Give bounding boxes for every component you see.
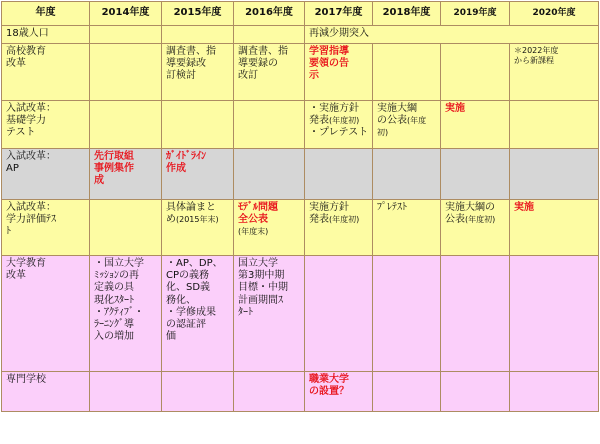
eval-test-2017-text: 実施方針 発表 [309, 202, 349, 226]
header-corner: 年度 [2, 2, 90, 26]
eval-test-2015 [162, 200, 234, 256]
header-year-2018: 2018年度 [373, 2, 441, 26]
hs-reform-2015: 調査書、指 導要録改 訂検討 [162, 44, 234, 101]
basic-test-2017 [305, 101, 373, 149]
row-population [2, 26, 599, 44]
reform-timeline-table-wrapper [1, 1, 598, 442]
ap-2014: 先行取組 事例集作 成 [90, 149, 162, 200]
row-basic-test [2, 101, 599, 149]
reform-timeline-table [1, 1, 599, 412]
basic-test-2018-text: 実施大綱 の公表 [377, 103, 417, 127]
row-ap [2, 149, 599, 200]
row-eval-test [2, 200, 599, 256]
basic-test-2018-timing: (年度 初) [377, 116, 427, 138]
row-label-hs-reform: 高校教育 改革 [2, 44, 90, 101]
eval-test-2016-timing: (年度末) [238, 227, 269, 237]
header-year-2017: 2017年度 [305, 2, 373, 26]
eval-test-2016-text: ﾓﾃﾞﾙ問題 全公表 [238, 202, 278, 226]
eval-test-2016 [234, 200, 305, 256]
population-note: 再減少期突入 [305, 26, 599, 44]
header-year-2014: 2014年度 [90, 2, 162, 26]
row-label-basic-test: 入試改革： 基礎学力 テスト [2, 101, 90, 149]
eval-test-2019-text: 実施大綱の 公表 [445, 202, 495, 226]
row-label-eval-test: 入試改革： 学力評価ﾃｽ ﾄ [2, 200, 90, 256]
header-year-2020: 2020年度 [510, 2, 599, 26]
header-year-2019: 2019年度 [441, 2, 510, 26]
hs-reform-2020: ＊2022年度 から新課程 [510, 44, 599, 101]
row-label-vocational: 専門学校 [2, 372, 90, 412]
header-row [2, 2, 599, 26]
eval-test-2017 [305, 200, 373, 256]
ap-2015: ｶﾞｲﾄﾞﾗｲﾝ 作成 [162, 149, 234, 200]
row-hs-reform [2, 44, 599, 101]
eval-test-2019 [441, 200, 510, 256]
eval-test-2019-timing: (年度初) [465, 215, 496, 225]
row-label-population: 18歳人口 [2, 26, 90, 44]
row-label-univ-reform: 大学教育 改革 [2, 256, 90, 372]
row-univ-reform [2, 256, 599, 372]
basic-test-2017-pretest: ・プレテスト [309, 127, 369, 139]
eval-test-2017-timing: (年度初) [329, 215, 360, 225]
eval-test-2020: 実施 [510, 200, 599, 256]
basic-test-2017-timing: (年度初) [329, 116, 360, 126]
eval-test-2015-timing: (2015年末) [176, 215, 219, 225]
basic-test-2019: 実施 [441, 101, 510, 149]
header-year-2015: 2015年度 [162, 2, 234, 26]
eval-test-2018: ﾌﾟﾚﾃｽﾄ [373, 200, 441, 256]
univ-reform-2016: 国立大学 第3期中期 目標・中期 計画期間ｽ ﾀｰﾄ [234, 256, 305, 372]
basic-test-2018 [373, 101, 441, 149]
hs-reform-2016: 調査書、指 導要録の 改訂 [234, 44, 305, 101]
row-label-ap: 入試改革： AP [2, 149, 90, 200]
vocational-2017: 職業大学 の設置？ [305, 372, 373, 412]
univ-reform-2014: ・国立大学 ﾐｯｼｮﾝの再 定義の具 現化ｽﾀｰﾄ ・ｱｸﾃｨﾌﾞ・ ﾗｰﾆﾝｸﾞ導 入の増加 [90, 256, 162, 372]
header-year-2016: 2016年度 [234, 2, 305, 26]
eval-test-2015-text: 具体論まと め [166, 202, 216, 226]
row-vocational [2, 372, 599, 412]
univ-reform-2015: ・AP、DP、 CPの義務 化、SD義 務化、 ・学修成果 の認証評 価 [162, 256, 234, 372]
hs-reform-2017: 学習指導 要領の告 示 [305, 44, 373, 101]
basic-test-2017-text: ・実施方針 発表 [309, 103, 359, 127]
